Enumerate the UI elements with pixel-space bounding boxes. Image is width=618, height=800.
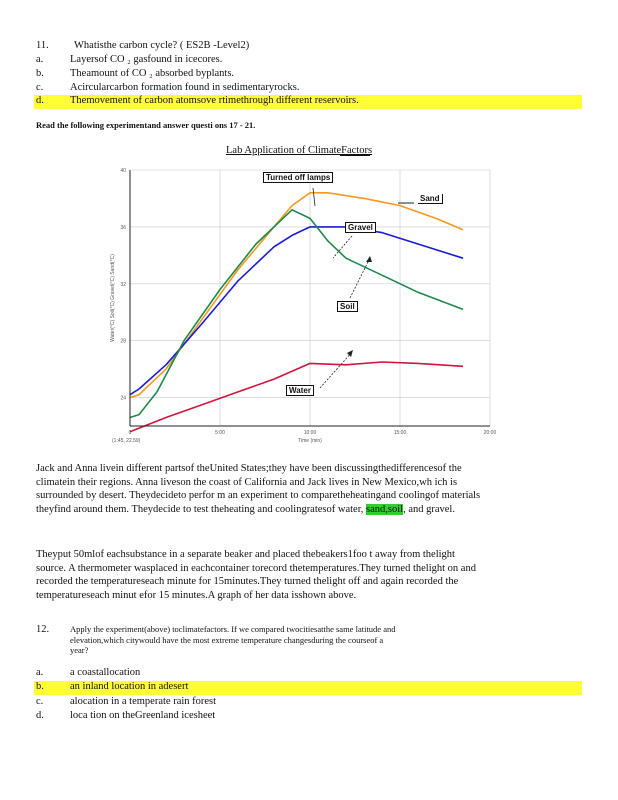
q12-option-b-highlighted[interactable] <box>34 681 582 695</box>
y-axis-label: Water(°C) Soil(°C) Gravel(°C) Sand(°C) <box>110 254 116 342</box>
highlighted-materials: sand,soil <box>366 503 404 515</box>
q11-option-c[interactable] <box>36 82 299 93</box>
paragraph-line: temperatureseach minut efor 15 minutes.A graph of her data isshown above. <box>36 589 357 601</box>
experiment-paragraph-1 <box>36 462 584 516</box>
option-letter: b. <box>36 681 44 692</box>
q12-option-a[interactable] <box>36 667 140 678</box>
q11-option-d-highlighted[interactable] <box>34 95 582 109</box>
option-letter: c. <box>36 696 44 707</box>
x-axis-label: Time (min) <box>298 438 322 443</box>
experiment-paragraph-2 <box>36 548 584 602</box>
option-letter: d. <box>36 95 44 106</box>
option-text: Layersof CO ₂ gasfound in icecores. <box>70 54 223 65</box>
chart-title: Lab Application of ClimateFactors <box>226 145 373 156</box>
y-tick-label: 40 <box>120 168 126 174</box>
x-tick-label: 5:00 <box>215 430 225 436</box>
q12-option-d[interactable] <box>36 710 215 721</box>
question-number: 12. <box>36 624 50 635</box>
question-text: elevation,which citywould have the most extreme temperature changesduring the courseof a <box>70 635 384 645</box>
paragraph-line: source. A thermometer wasplaced in eachcontainer torecord thetemperatures.They turned thelight on and <box>36 562 476 574</box>
callout-gravel: Gravel <box>345 222 376 233</box>
question-text: Apply the experiment(above) toclimatefactors. If we compared twocitiesatthe same latitude and <box>70 624 396 634</box>
paragraph-line <box>36 503 584 517</box>
callout-soil: Soil <box>337 301 358 312</box>
question-11-stem <box>36 40 249 51</box>
q11-option-b[interactable] <box>36 68 234 79</box>
option-text: loca tion on theGreenland icesheet <box>70 710 216 721</box>
paragraph-line: recorded the temperatureseach minute for 15minutes.They turned thelight off and again recorded the <box>36 576 459 588</box>
y-tick-label: 28 <box>120 338 126 345</box>
paragraph-text: theyfind around them. Theydecide to test theheating and coolingratesof water, <box>36 503 364 515</box>
callout-water: Water <box>286 385 314 396</box>
question-text: Whatisthe carbon cycle? ( ES2B -Level2) <box>74 40 250 51</box>
legend-sand: Sand <box>418 194 443 204</box>
x-tick-label: 10:00 <box>303 430 317 436</box>
question-12-stem <box>36 624 584 655</box>
corner-note: (1:45, 22.59) <box>112 438 141 443</box>
paragraph-line: Jack and Anna livein different partsof theUnited States;they have been discussingthedifferencesof the <box>36 463 462 474</box>
y-tick-label: 32 <box>120 281 126 288</box>
y-tick-label: 36 <box>120 224 126 231</box>
y-tick-label: 24 <box>120 395 126 402</box>
instruction-text: Read the following experimentand answer questi ons 17 - 21. <box>36 120 256 130</box>
paragraph-line: surrounded by desert. Theydecideto perfor m an experiment to comparetheheatingand coolingof materials <box>36 490 481 502</box>
option-text: an inland location in adesert <box>70 681 189 692</box>
option-text: a coastallocation <box>70 667 141 678</box>
q11-option-a[interactable] <box>36 54 222 65</box>
option-letter: a. <box>36 54 44 65</box>
paragraph-text: , and gravel. <box>403 503 455 515</box>
paragraph-line: Theyput 50mlof eachsubstance in a separate beaker and placed thebeakers1foo t away from thelight <box>36 549 455 560</box>
option-text: Themovement of carbon atomsove rtimethrough different reservoirs. <box>70 95 359 106</box>
x-tick-label: 15:00 <box>393 430 407 436</box>
option-letter: b. <box>36 68 44 79</box>
q12-option-c[interactable] <box>36 696 216 707</box>
callout-turned-off-lamps: Turned off lamps <box>263 172 333 183</box>
option-text: Acircularcarbon formation found in sedimentaryrocks. <box>70 82 300 93</box>
paragraph-line: climatein their regions. Anna liveson the coast of California and Jack lives in New Mexico,wh ich is <box>36 476 458 488</box>
option-letter: a. <box>36 667 44 678</box>
x-tick-label: 20:00 <box>483 430 497 436</box>
question-text: year? <box>70 645 89 655</box>
option-letter: c. <box>36 82 44 93</box>
option-text: alocation in a temperate rain forest <box>70 696 217 707</box>
title-underline <box>340 155 370 156</box>
question-number: 11. <box>36 40 49 51</box>
option-text: Theamount of CO ₂ absorbed byplants. <box>70 68 235 79</box>
x-tick-label: 0 <box>128 430 132 436</box>
option-letter: d. <box>36 710 44 721</box>
